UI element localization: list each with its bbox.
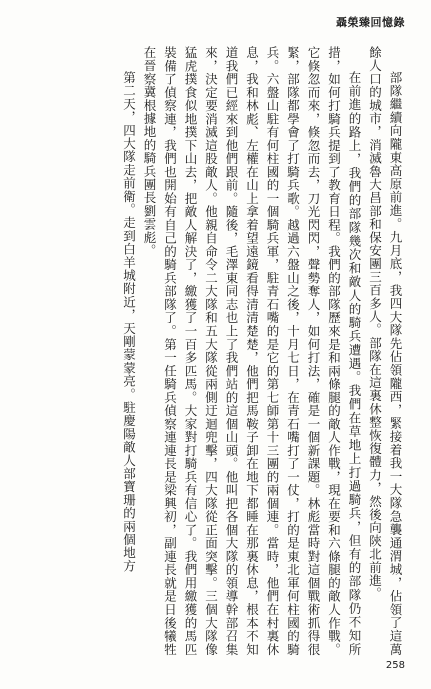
running-header: 聶榮臻回憶錄 (336, 16, 405, 29)
page-number: 258 (385, 660, 405, 671)
paragraph: 部隊繼續向隴東高原前進。九月底，我四大隊先佔領隴西，緊接着我一大隊急襲通渭城，佔領了這萬餘人口的城市，消滅魯大昌部和保安團三百多人。部隊在這裏休整恢復體力，然後向陝北前進。 (367, 46, 403, 656)
body-text (25, 46, 405, 656)
paragraph: 在前進的路上，我們的部隊幾次和敵人的騎兵遭遇。我們在草地上打過騎兵，但有的部隊仍不知所措，如何打騎兵提到了教育日程。我們的部隊歷來是和兩條腿的敵人作戰，現在要和六條腿的敵人作戰。它倏忽而來，倏忽而去，刀光閃閃，聲勢奪人，如何打法，確是一個新課題。林彪當時對這個戰術抓得很緊，部隊都學會了打騎兵歌。越過六盤山之後，十月七日，在青石嘴打了一仗，打的是東北軍何柱國的騎兵。六盤山駐有何柱國的一個騎兵軍，駐青石嘴的是它的第七師第十三團的兩個連。當時，他們在村裏休息，我和林彪、左權在山上拿着望遠鏡看得清清楚楚，他們把馬鞍子卸在地下都睡在那裏休息，根本不知道我們已經來到他們跟前。隨後，毛澤東同志也上了我們站的這個山頭。他叫把各個大隊的領導幹部召集來，決定要消滅這股敵人。他親自命令二大隊和五大隊從兩側迂迴兜擊，四大隊從正面突擊。三個大隊像猛虎撲食似地撲下山去，把敵人解決了，繳獲了一百多匹馬。大家對打騎兵有信心了。我們用繳獲的馬匹裝備了偵察連，我們也開始有自己的騎兵部隊了。第一任騎兵偵察連連長是梁興初，副連長就是日後犧牲在晉察冀根據地的騎兵團長劉雲彪。 (142, 46, 362, 656)
paragraph: 第二天，四大隊走前衛。走到白羊城附近，天剛蒙蒙亮。駐慶陽敵人部寶珊的兩個地方 (121, 71, 137, 573)
